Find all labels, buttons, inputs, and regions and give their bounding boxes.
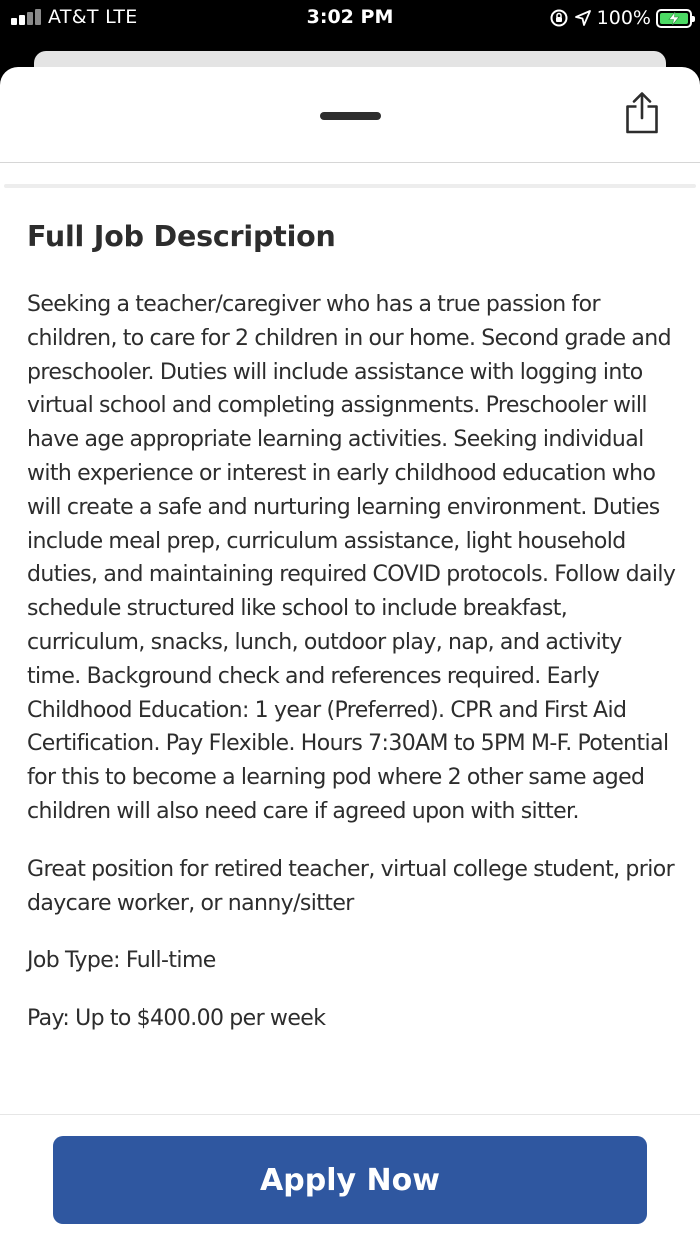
battery-percent: 100% xyxy=(596,7,651,29)
apply-footer xyxy=(0,1114,700,1244)
sheet-grabber-handle[interactable] xyxy=(320,112,381,120)
job-description-text: Seeking a teacher/caregiver who has a true passion for children, to care for 2 children in our home. Second grade and preschooler. Duties will include assistance with logging into virtual school and completing assignments. Preschooler will have age appropriate learning activities. Seeking individual with experience or interest in early childhood education who will create a safe and nurturing learning environment. Duties include meal prep, curriculum assistance, light household duties, and maintaining required COVID protocols. Follow daily schedule structured like school to include breakfast, curriculum, snacks, lunch, outdoor play, nap, and activity time. Background check and references required. Early Childhood Education: 1 year (Preferred). CPR and First Aid Certification. Pay Flexible. Hours 7:30AM to 5PM M-F. Potential for this to become a learning pod where 2 other same aged children will also need care if agreed upon with sitter. xyxy=(27,292,676,824)
share-icon xyxy=(622,91,662,135)
status-indicators xyxy=(549,6,692,30)
carrier-label: AT&T LTE xyxy=(48,6,138,28)
location-icon xyxy=(574,9,592,27)
header-divider xyxy=(0,162,700,163)
share-button[interactable] xyxy=(622,91,662,135)
orientation-lock-icon xyxy=(549,8,569,28)
job-detail-sheet xyxy=(0,67,700,1244)
job-description-section xyxy=(27,219,677,1036)
section-heading: Full Job Description xyxy=(27,220,336,253)
battery-charging-icon xyxy=(656,9,692,28)
section-divider xyxy=(4,184,696,188)
status-bar xyxy=(0,0,700,40)
ideal-candidates-text: Great position for retired teacher, virtual college student, prior daycare worker, or nanny/sitter xyxy=(27,856,675,916)
apply-now-button[interactable]: Apply Now xyxy=(53,1136,647,1224)
clock: 3:02 PM xyxy=(306,6,394,28)
job-type-text: Job Type: Full-time xyxy=(27,948,216,974)
pay-text: Pay: Up to $400.00 per week xyxy=(27,1006,326,1032)
